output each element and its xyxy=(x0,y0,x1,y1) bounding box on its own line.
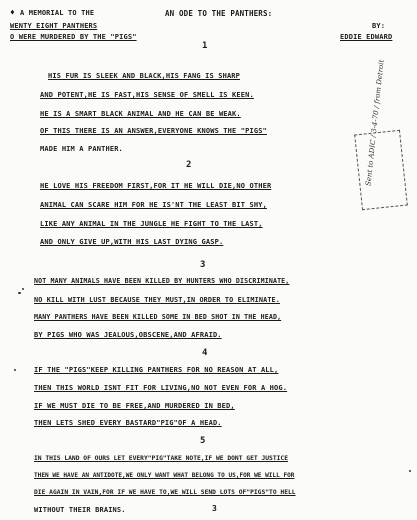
section-2-line-1: HE LOVE HIS FREEDOM FIRST,FOR IT HE WILL DIE,NO OTHER xyxy=(40,182,272,190)
section-1-line-4: OF THIS THERE IS AN ANSWER,EVERYONE KNOWS THE "PIGS" xyxy=(40,127,267,135)
author-name: EDDIE EDWARD xyxy=(340,33,393,41)
section-1-line-5: MADE HIM A PANTHER. xyxy=(40,145,123,153)
poem-title: AN ODE TO THE PANTHERS: xyxy=(165,9,273,18)
section-5-line-3: DIE AGAIN IN VAIN,FOR IF WE HAVE TO,WE WILL SEND LOTS OF"PIGS"TO HELL xyxy=(34,489,296,496)
section-4-line-1: IF THE "PIGS"KEEP KILLING PANTHERS FOR NO REASON AT ALL, xyxy=(34,366,279,374)
scan-speck xyxy=(409,470,411,472)
bullet-marker: ♦ xyxy=(10,8,15,17)
section-4-line-3: IF WE MUST DIE TO BE FREE,AND MURDERED IN BED, xyxy=(34,402,235,410)
section-1-line-3: HE IS A SMART BLACK ANIMAL AND HE CAN BE WEAK. xyxy=(40,110,241,118)
section-4-line-4: THEN LETS SHED EVERY BASTARD"PIG"OF A HEAD. xyxy=(34,419,222,427)
section-3-line-3: MANY PANTHERS HAVE BEEN KILLED SOME IN BED SHOT IN THE HEAD, xyxy=(34,313,282,321)
scan-speck xyxy=(22,288,24,290)
section-4-line-2: THEN THIS WORLD ISNT FIT FOR LIVING,NO NOT EVEN FOR A HOG. xyxy=(34,384,288,392)
stamp-handwriting: Sent to ADIC / 3-4-70 / from Detroit xyxy=(364,59,386,187)
section-number-4: 4 xyxy=(202,348,208,358)
section-2-line-3: LIKE ANY ANIMAL IN THE JUNGLE HE FIGHT TO THE LAST, xyxy=(40,220,263,228)
scan-speck xyxy=(18,292,21,294)
section-number-3: 3 xyxy=(200,260,206,270)
section-3-line-2: NO KILL WITH LUST BECAUSE THEY MUST,IN ORDER TO ELIMINATE. xyxy=(34,296,281,304)
byline-label: BY: xyxy=(372,22,386,30)
section-5-line-2: THEN WE HAVE AN ANTIDOTE,WE ONLY WANT WHAT BELONG TO US,FOR WE WILL FOR xyxy=(34,472,295,479)
section-1-line-1: HIS FUR IS SLEEK AND BLACK,HIS FANG IS SHARP xyxy=(48,72,241,80)
handwritten-stamp xyxy=(354,59,408,210)
page-number: 3 xyxy=(212,504,217,513)
section-1-line-2: AND POTENT,HE IS FAST,HIS SENSE OF SMELL IS KEEN. xyxy=(40,91,254,99)
section-5-line-1: IN THIS LAND OF OURS LET EVERY"PIG"TAKE NOTE,IF WE DONT GET JUSTICE xyxy=(34,455,289,462)
section-number-5: 5 xyxy=(200,436,206,446)
scan-speck xyxy=(14,369,16,371)
section-2-line-4: AND ONLY GIVE UP,WITH HIS LAST DYING GASP. xyxy=(40,238,224,246)
memorial-line-2: WENTY EIGHT PANTHERS xyxy=(10,22,98,30)
section-2-line-2: ANIMAL CAN SCARE HIM FOR HE IS'NT THE LEAST BIT SHY, xyxy=(40,201,267,209)
section-number-1: 1 xyxy=(202,41,208,51)
section-number-2: 2 xyxy=(186,160,192,170)
section-5-line-4: WITHOUT THEIR BRAINS. xyxy=(34,506,126,514)
section-3-line-1: NOT MANY ANIMALS HAVE BEEN KILLED BY HUNTERS WHO DISCRIMINATE, xyxy=(34,277,290,285)
memorial-line-3: O WERE MURDERED BY THE "PIGS" xyxy=(10,33,137,41)
memorial-line-1: A MEMORIAL TO THE xyxy=(20,9,95,17)
section-3-line-4: BY PIGS WHO WAS JEALOUS,OBSCENE,AND AFRAID. xyxy=(34,331,222,339)
